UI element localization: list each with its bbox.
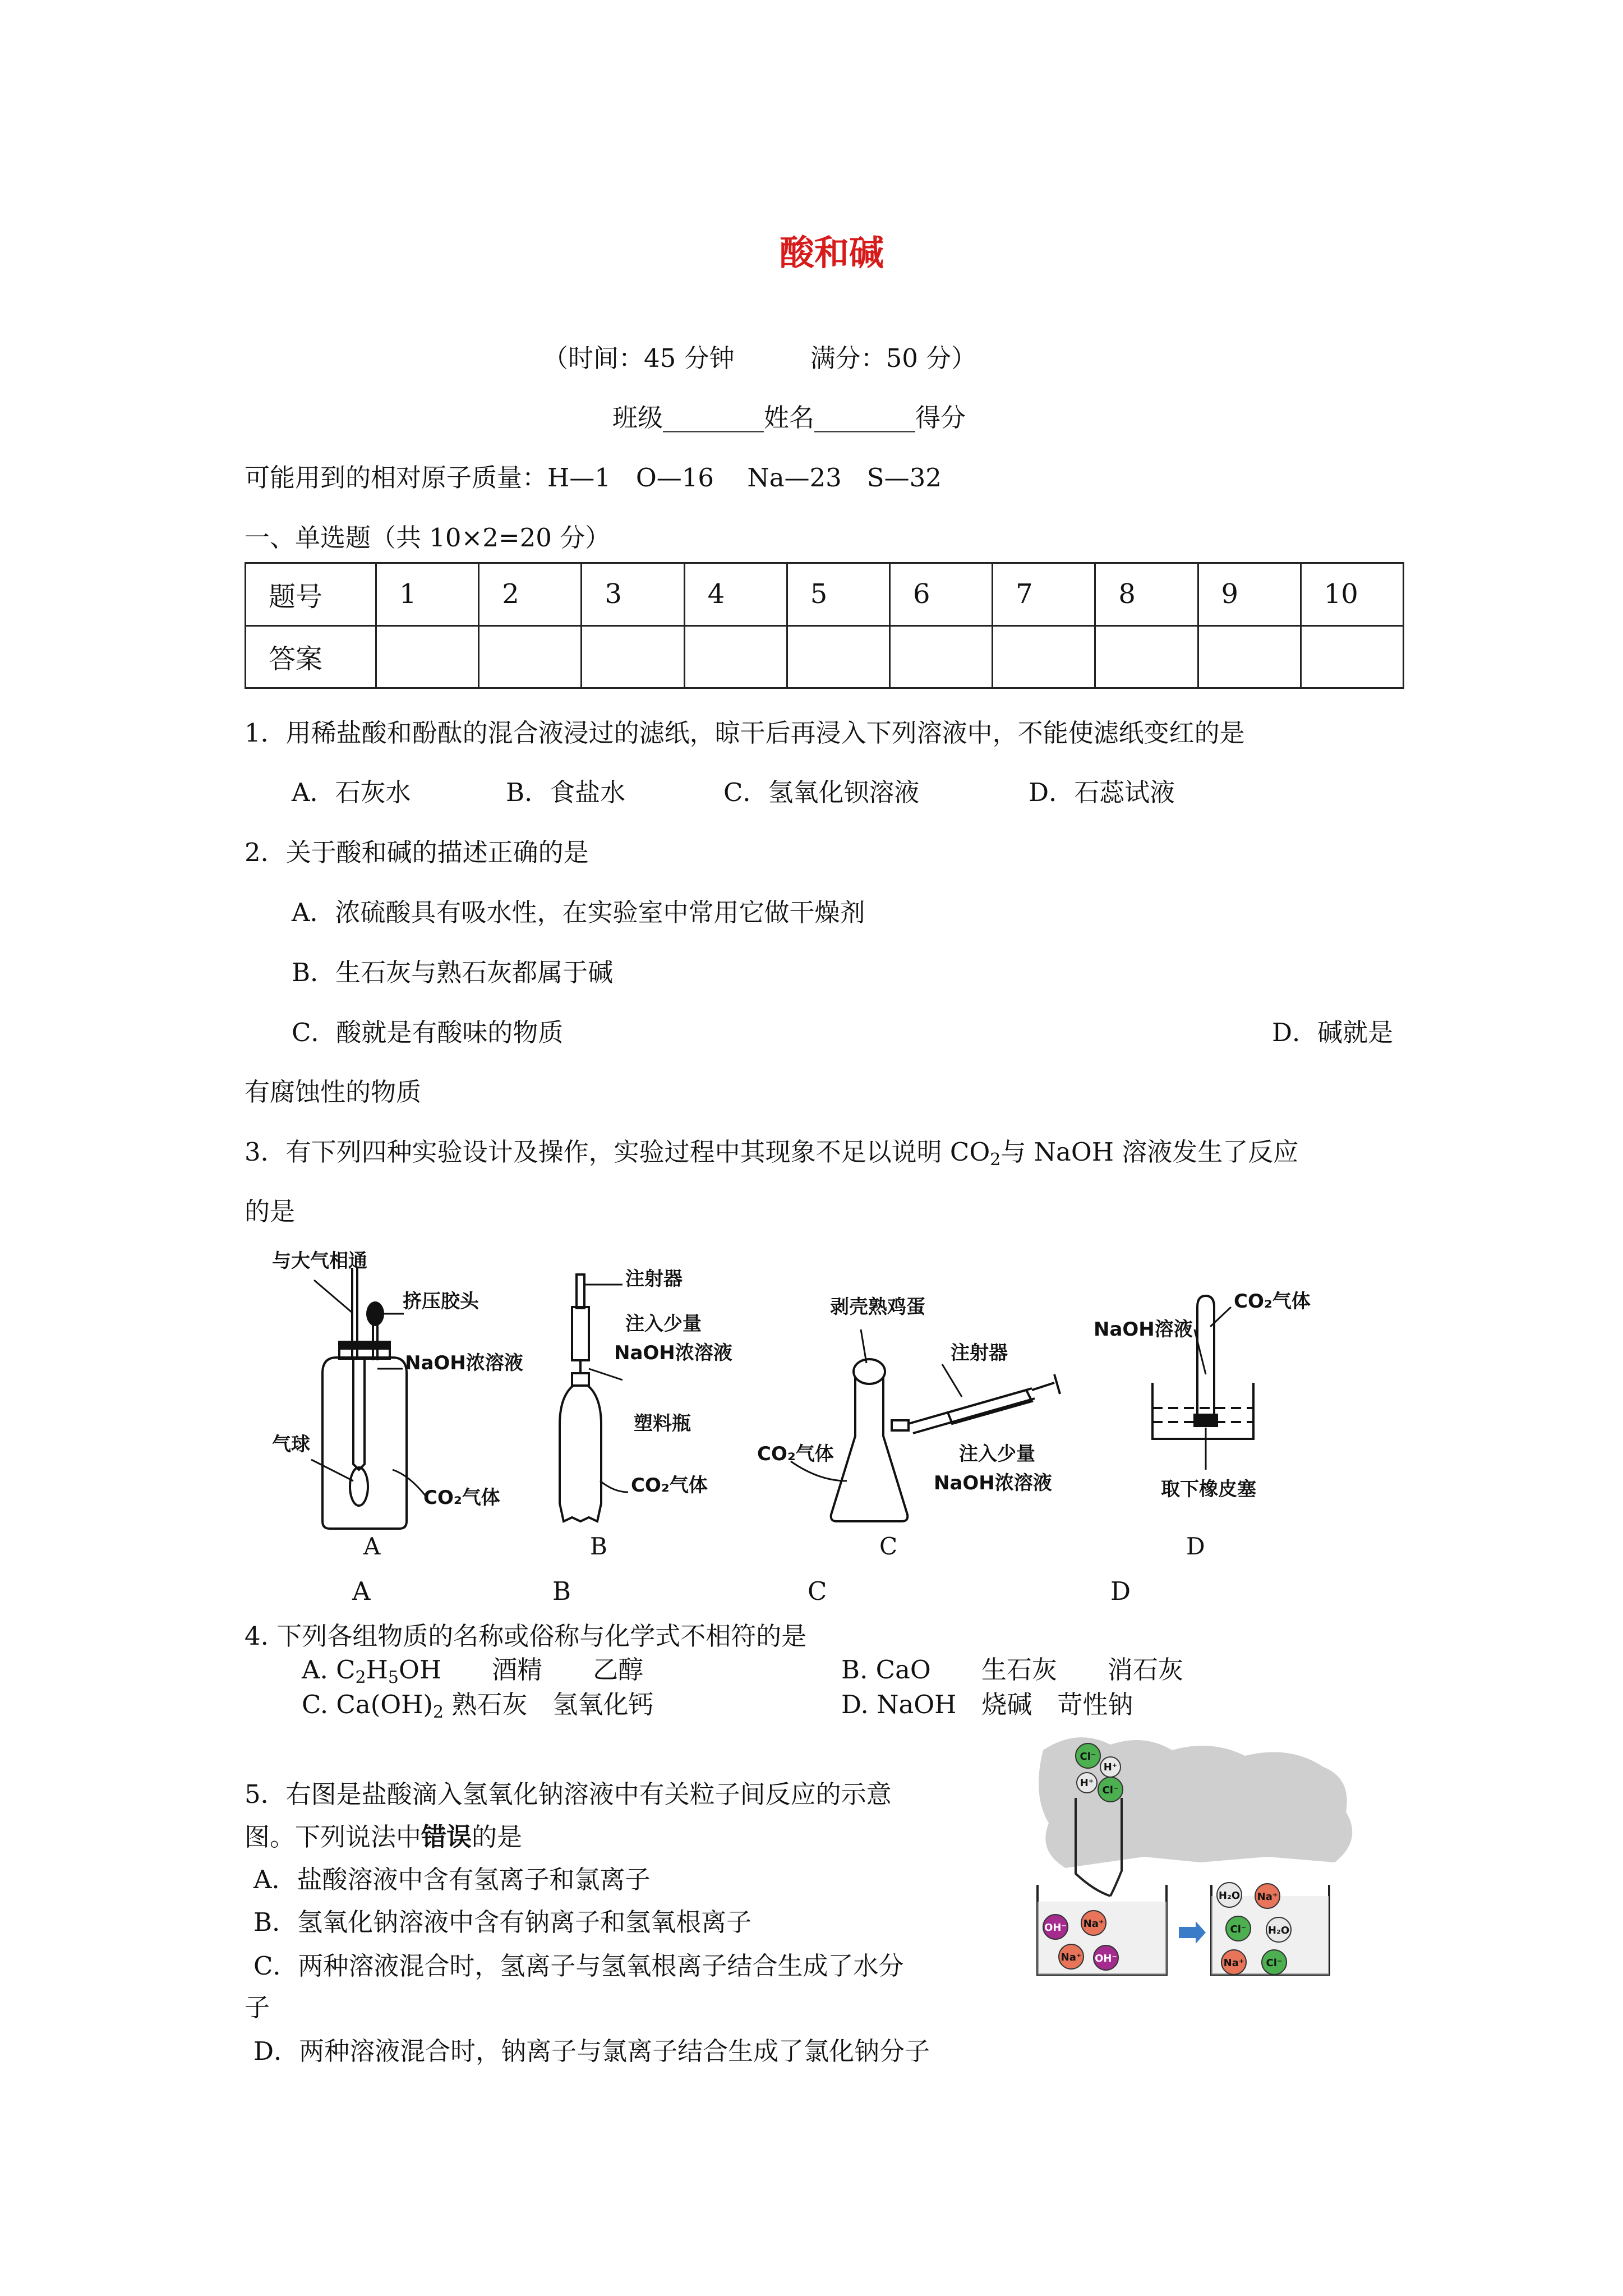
ion-na-1: Na⁺ — [1083, 1918, 1104, 1930]
ion-na-2: Na⁺ — [1061, 1952, 1082, 1963]
q4-a-sub1: 2 — [355, 1668, 366, 1687]
fig-c-label-syringe: 注射器 — [951, 1342, 1008, 1364]
q5-stem2-post: 的是 — [472, 1822, 523, 1852]
q4-option-b: B. CaO 生石灰 消石灰 — [841, 1655, 1183, 1685]
q3-stem-line2: 的是 — [245, 1197, 296, 1226]
q5-ion-figure — [1032, 1728, 1368, 1997]
fig-a-label-naoh: NaOH浓溶液 — [405, 1352, 523, 1374]
q3-option-d: D — [1110, 1576, 1131, 1606]
fig-b-label-inject: 注入少量 — [625, 1313, 702, 1335]
fig-b-label-naoh: NaOH浓溶液 — [614, 1342, 732, 1364]
fig-a-label-co2: CO₂气体 — [423, 1487, 500, 1509]
q3-stem-text1: 3．有下列四种实验设计及操作，实验过程中其现象不足以说明 CO — [245, 1137, 990, 1167]
q4-option-c — [302, 1690, 653, 1723]
q4-c-rest: 熟石灰 氢氧化钙 — [451, 1690, 654, 1719]
molecule-h2o-1: H₂O — [1218, 1890, 1241, 1902]
q4-stem: 4. 下列各组物质的名称或俗称与化学式不相符的是 — [245, 1621, 807, 1651]
ion-cl-1: Cl⁻ — [1080, 1751, 1096, 1763]
q4-a-sub2: 5 — [388, 1668, 399, 1687]
q3-option-b: B — [552, 1576, 571, 1606]
q5-stem-line1: 5．右图是盐酸滴入氢氧化钠溶液中有关粒子间反应的示意 — [245, 1779, 892, 1809]
q1-option-b: B．食盐水 — [506, 777, 626, 807]
time-line: （时间：45 分钟 满分：50 分） — [543, 343, 977, 373]
q5-option-a: A．盐酸溶液中含有氢离子和氯离子 — [253, 1865, 651, 1894]
fig-a-label-atmosphere: 与大气相通 — [272, 1250, 367, 1272]
ion-cl-3: Cl⁻ — [1230, 1924, 1247, 1935]
q5-option-b: B．氢氧化钠溶液中含有钠离子和氢氧根离子 — [253, 1907, 752, 1937]
q4-c-formula: C. Ca(OH) — [302, 1690, 433, 1719]
ion-h-1: H⁺ — [1103, 1761, 1118, 1773]
ion-na-3: Na⁺ — [1257, 1891, 1278, 1903]
q5-stem2-pre: 图。下列说法中 — [245, 1822, 422, 1852]
table-cell: 5 — [787, 563, 889, 626]
page-title: 酸和碱 — [780, 232, 884, 273]
fig-d-label-co2: CO₂气体 — [1234, 1290, 1311, 1313]
fig-c-label-egg: 剥壳熟鸡蛋 — [830, 1296, 925, 1318]
class-name-score-line: 班级________姓名________得分 — [612, 403, 966, 432]
ion-oh-2: OH⁻ — [1095, 1953, 1117, 1964]
fig-d-label-naoh: NaOH溶液 — [1094, 1318, 1193, 1341]
ion-cl-4: Cl⁻ — [1266, 1957, 1283, 1969]
q1-option-a: A．石灰水 — [292, 777, 411, 807]
ion-oh-1: OH⁻ — [1044, 1922, 1067, 1934]
table-cell: 6 — [889, 563, 992, 626]
q4-option-d: D. NaOH 烧碱 苛性钠 — [841, 1690, 1133, 1719]
q1-option-d: D．石蕊试液 — [1029, 777, 1175, 807]
q5-option-c: C．两种溶液混合时，氢离子与氢氧根离子结合生成了水分 — [253, 1951, 904, 1981]
table-cell: 4 — [684, 563, 787, 626]
table-cell: 10 — [1301, 563, 1403, 626]
table-cell: 1 — [376, 563, 479, 626]
table-cell: 7 — [993, 563, 1095, 626]
fig-a-label-balloon: 气球 — [272, 1433, 310, 1456]
table-cell: 9 — [1198, 563, 1301, 626]
ion-h-2: H⁺ — [1080, 1777, 1094, 1789]
q2-option-c: C．酸就是有酸味的物质 — [292, 1018, 564, 1047]
q5-option-c-cont: 子 — [245, 1993, 270, 2022]
q1-stem: 1．用稀盐酸和酚酞的混合液浸过的滤纸，晾干后再浸入下列溶液中，不能使滤纸变红的是 — [245, 718, 1245, 748]
molecule-h2o-2: H₂O — [1267, 1925, 1290, 1936]
q5-stem2-bold: 错误 — [421, 1822, 472, 1852]
fig-b-label-co2: CO₂气体 — [631, 1474, 708, 1497]
fig-d-label-stopper: 取下橡皮塞 — [1161, 1478, 1256, 1501]
q5-option-d: D．两种溶液混合时，钠离子与氯离子结合生成了氯化钠分子 — [253, 2036, 930, 2066]
q4-a-formula: A. C — [302, 1655, 356, 1685]
fig-c-label-naoh: NaOH浓溶液 — [934, 1472, 1052, 1494]
q2-option-d-part2: 有腐蚀性的物质 — [245, 1077, 422, 1107]
table-cell-head: 答案 — [246, 625, 376, 688]
fig-c-label-co2: CO₂气体 — [757, 1443, 834, 1465]
q4-option-a — [302, 1655, 643, 1688]
fig-b-label-syringe: 注射器 — [625, 1268, 683, 1290]
section-title: 一、单选题（共 10×2=20 分） — [245, 523, 611, 553]
ion-na-4: Na⁺ — [1223, 1957, 1244, 1969]
q4-c-sub: 2 — [432, 1703, 444, 1722]
table-cell: 3 — [582, 563, 684, 626]
atomic-mass-line: 可能用到的相对原子质量：H—1 O—16 Na—23 S—32 — [245, 463, 942, 493]
fig-letter-a: A — [363, 1533, 381, 1560]
fig-letter-b: B — [590, 1533, 607, 1560]
table-cell: 8 — [1095, 563, 1198, 626]
q2-option-b: B．生石灰与熟石灰都属于碱 — [292, 958, 614, 987]
fig-a-label-squeeze: 挤压胶头 — [403, 1290, 479, 1313]
q3-stem-subscript: 2 — [990, 1150, 1001, 1170]
fig-c-label-inject: 注入少量 — [959, 1443, 1035, 1465]
ion-cl-2: Cl⁻ — [1102, 1784, 1119, 1796]
q2-option-a: A．浓硫酸具有吸水性，在实验室中常用它做干燥剂 — [292, 898, 865, 927]
q2-option-d-part1: D．碱就是 — [1272, 1018, 1394, 1047]
q5-stem-line2 — [245, 1822, 522, 1852]
q1-option-c: C．氢氧化钡溶液 — [723, 777, 920, 807]
q2-stem: 2．关于酸和碱的描述正确的是 — [245, 838, 589, 867]
fig-letter-d: D — [1186, 1533, 1205, 1560]
table-cell-head: 题号 — [246, 563, 376, 626]
q3-stem-text2: 与 NaOH 溶液发生了反应 — [1000, 1137, 1299, 1167]
q4-a-rest: OH 酒精 乙醇 — [398, 1655, 644, 1685]
fig-b-label-bottle: 塑料瓶 — [634, 1412, 691, 1435]
q3-option-a: A — [352, 1576, 371, 1606]
fig-letter-c: C — [879, 1533, 898, 1560]
table-cell: 2 — [479, 563, 582, 626]
q4-a-formula2: H — [366, 1655, 388, 1685]
q3-option-c: C — [808, 1576, 827, 1606]
